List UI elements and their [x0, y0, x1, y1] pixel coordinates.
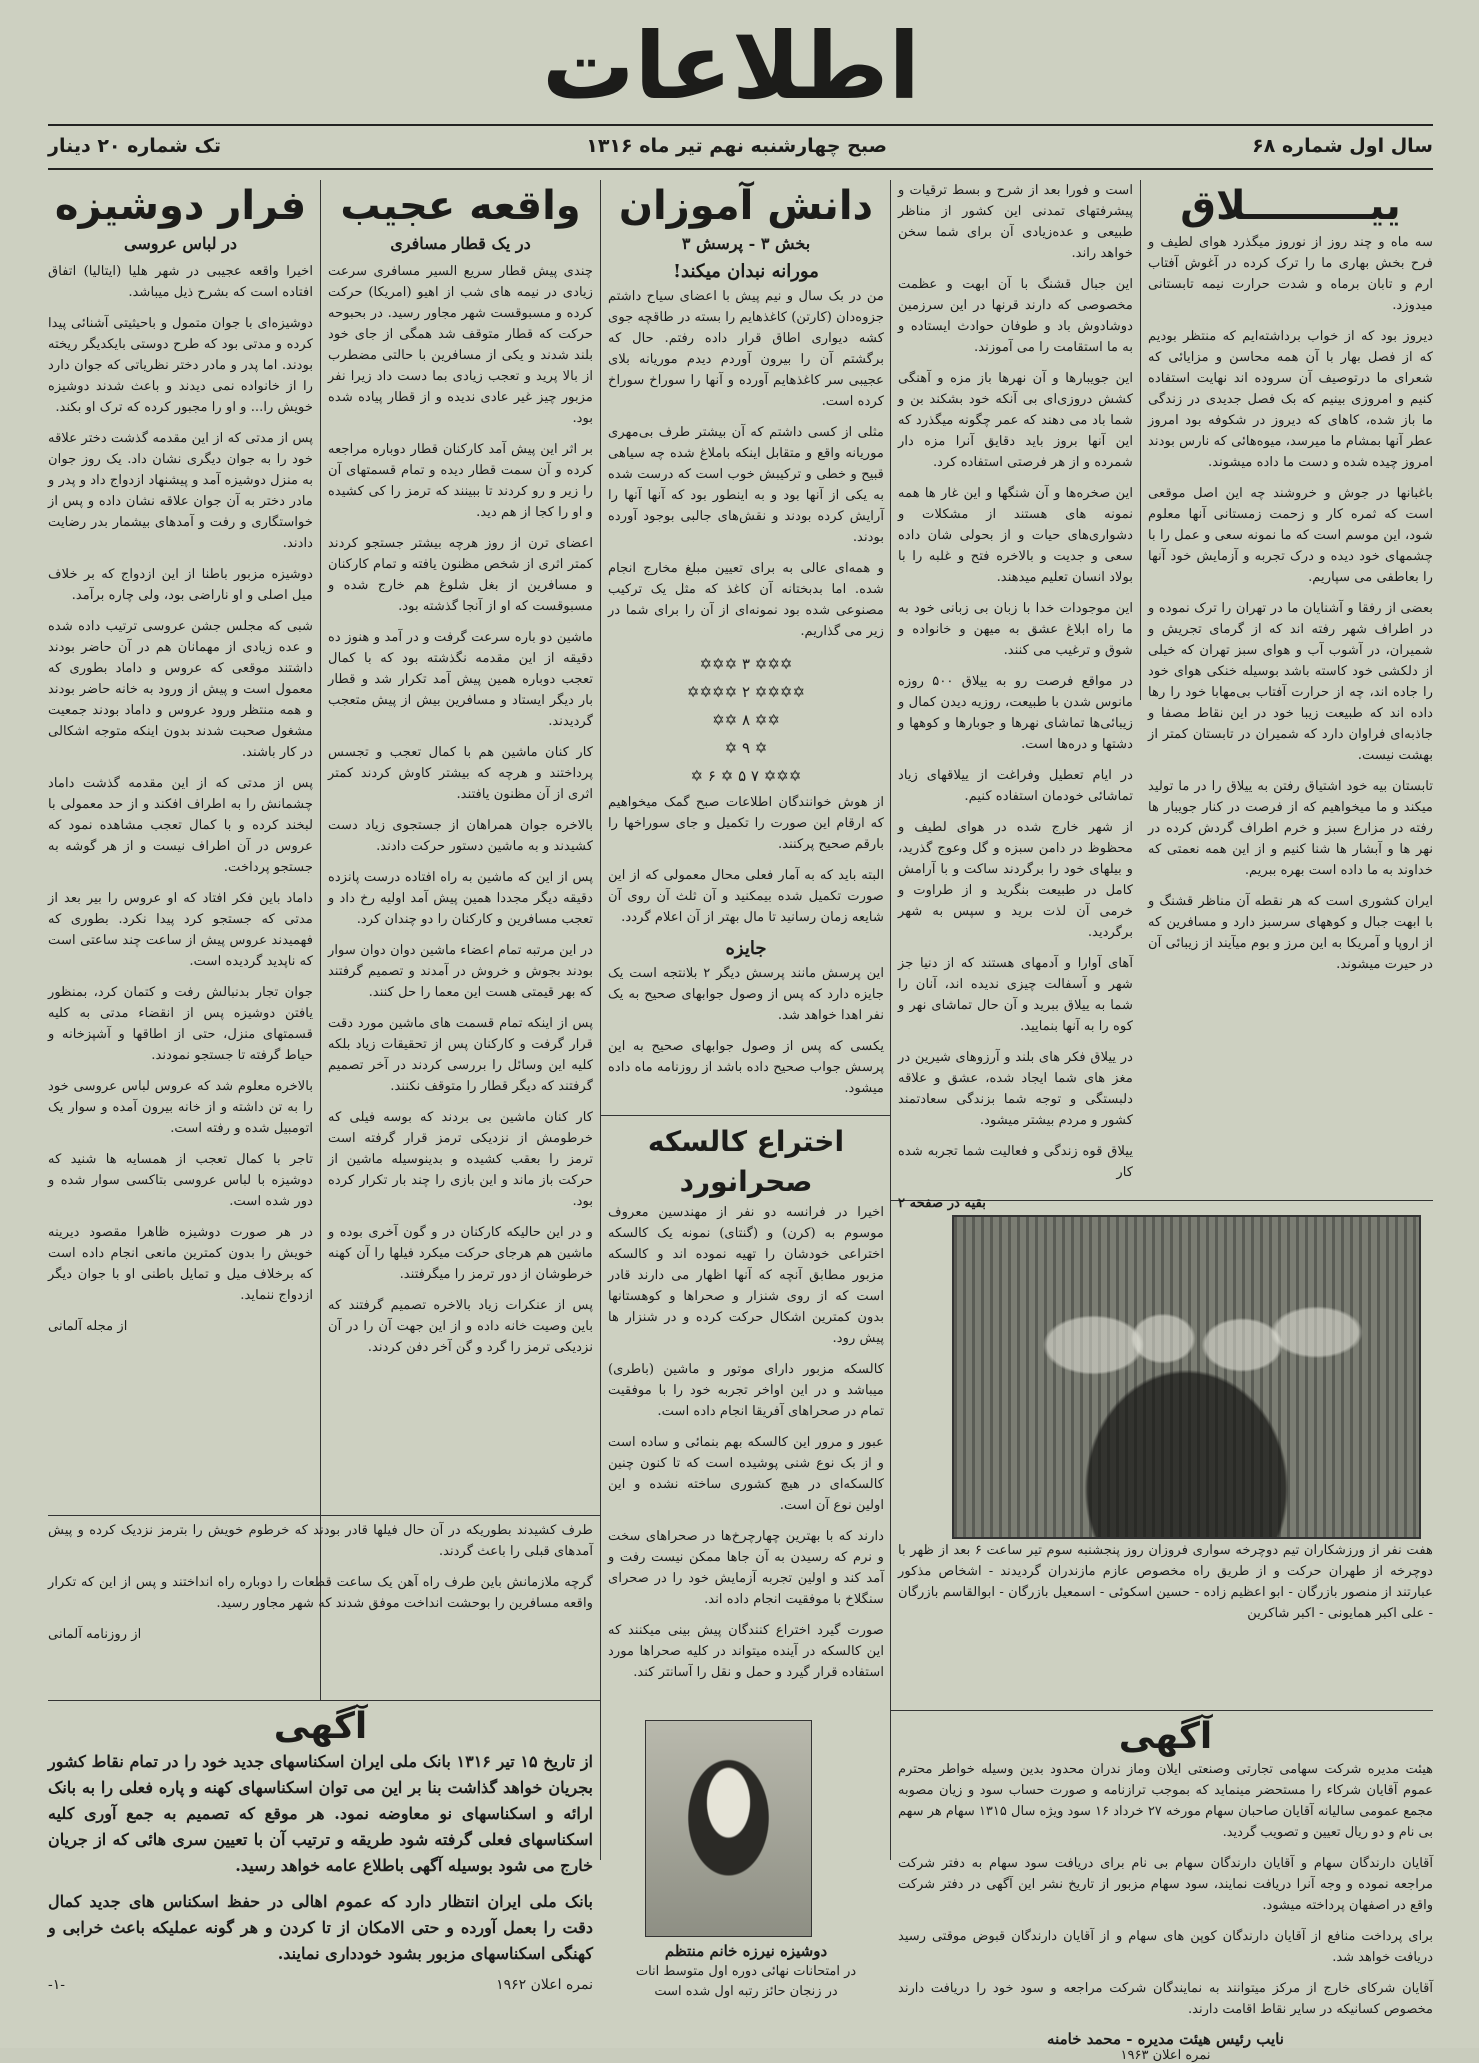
paragraph: و همه‌ای عالی به برای تعیین مبلغ مخارج انجام شده. اما بدبختانه آن کاغذ که مثل یک ترکیب مصنوعی شده بود نمونه‌ای از آن را برای شما در زیر می گذاریم.: [608, 561, 884, 639]
bank-notice: [48, 1705, 593, 2040]
article-strange-incident: [328, 180, 593, 1690]
article-title: اختراع کالسکه صحرانورد: [647, 1125, 845, 1198]
article-title: دانش آموزان: [618, 183, 874, 229]
column-divider: [1140, 180, 1141, 700]
page-number: -۱-: [48, 1977, 65, 1993]
article-title: واقعه عجیب: [340, 183, 581, 229]
article-yeylagh-continued: [898, 180, 1133, 1211]
issue-price: تک شماره ۲۰ دینار: [48, 135, 222, 157]
paragraph: دارند که با بهترین چهارچرخ‌ها در صحراهای سخت و نرم که رسیدن به آن جاها ممکن نیست رفت و آمد کند و اولین تجربه آزمایش خود را در صحرای سنگلاخ با موفقیت انجام داده اند.: [608, 1529, 884, 1607]
masthead-title: اطلاعات: [542, 13, 920, 120]
paragraph: از هوش خوانندگان اطلاعات صبح گمک میخواهیم که ارقام این صورت را تکمیل و جای سوراخها را بارقم صحیح پرکنند.: [608, 795, 884, 852]
paragraph: جوان تجار بدنبالش رفت و کتمان کرد، بمنظور یافتن دوشیزه پس از انقضاء مدتی به کلیه قسمتهای منزل، حتی از اطاقها و آشپزخانه و حیاط گرفته تا جستجو نمودند.: [48, 985, 313, 1063]
notice-number: نمره اعلان ۱۹۶۲: [496, 1977, 593, 1993]
paragraph: صورت گیرد اختراع کنندگان پیش بینی میکنند که این کالسکه در آینده میتواند در کلیه صحراها مورد استفاده قرار گیرد و حمل و نقل را آسانتر کند.: [608, 1623, 884, 1680]
puzzle-row: ✡✡✡ ۷ ۵ ✡ ۶ ✡: [690, 767, 802, 785]
article-heading: مورانه نبدان میکند!: [673, 261, 819, 282]
section-rule: [600, 1115, 890, 1116]
paragraph: اخیرا در فرانسه دو نفر از مهندسین معروف موسوم به (کرن) و (گنتای) نمونه یک کالسکه اختراعی خودشان را تهیه نموده اند و کالسکه مزبور مطابق آنچه که آنها اظهار می دارند قادر است که از روی شنزار و صحراها و کوهستانها بدون کمترین اشکال حرکت کرده و در شنزار ها پیش رود.: [608, 1205, 884, 1346]
source-note: از روزنامه آلمانی: [48, 1627, 142, 1642]
article-strange-incident-end: [48, 1520, 593, 1695]
dateline: [48, 128, 1433, 164]
paragraph: این پرسش مانند پرسش دیگر ۲ بلانتجه است یک جایزه دارد که پس از وصول جوابهای صحیح به یک نفر اهدا خواهد شد.: [608, 966, 884, 1023]
paragraph: پس از مدتی که از این مقدمه گذشت دختر علاقه خود را به جوان دیگری نشان داد. یک روز جوان به منزل دوشیزه آمد و پیشنهاد ازدواج داد و پدر و مادر دختر به آن جوان علاقه نشان داده و پس از خواستگاری و رفت و آمدهای بیشمار بدر رضایت دادند.: [48, 431, 313, 551]
notice-paragraph: هیئت مدیره شرکت سهامی تجارتی وصنعتی ایلان وماز ندران محدود بدین وسیله خواطر محترم عموم آقایان شرکاء را مستحضر مینماید که بموجب ترازنامه و صورت حساب سود و زیان مصوبه مجمع عمومی سالیانه آقایان صاحبان سهام مورخه ۲۷ خرداد ۱۶ سود ویژه سال ۱۳۱۵ سهام هر سهم بی نام و دو ریال تعیین و تصویب گردید.: [898, 1762, 1434, 1840]
notice-paragraph: آقایان شرکای خارج از مرکز میتوانند به نمایندگان شرکت مراجعه و سود خود را دریافت دارند مخصوص کسانیکه در سایر نقاط اقامت دارند.: [898, 1981, 1433, 2017]
paragraph: گرچه ملازمانش باین طرف راه آهن یک ساعت قطعات را دوباره راه انداختند و پس از این که تکرار واقعه مسافرین را بوحشت انداخت موفق شدند که شهر مجاور رسید.: [48, 1575, 593, 1611]
notice-paragraph: بانک ملی ایران انتظار دارد که عموم اهالی در حفظ اسکناس های جدید کمال دقت را بعمل آورده و حتی الامکان از تا کردن و هر گونه عملیکه باعث خرابی و کهنگی اسکناسهای مزبور بشود خودداری نمایند.: [48, 1892, 593, 1963]
paragraph: در ییلاق فکر های بلند و آرزوهای شیرین در مغز های شما ایجاد شده، عشق و علاقه دلبستگی و توجه شما بزندگی سعادتمند کشور و مردم بیشتر میشود.: [898, 1050, 1133, 1128]
paragraph: است و فورا بعد از شرح و بسط ترقیات و پیشرفتهای تمدنی این کشور از مناظر طبیعی و عده‌زیادی آن برای شما سخن خواهد راند.: [898, 183, 1133, 261]
notice-title: آگهی: [1118, 1716, 1213, 1757]
photo-caption: [898, 1540, 1433, 1700]
paragraph: تابستان بیه خود اشتیاق رفتن به ییلاق را در ما تولید میکند و ما میخواهیم که از فرصت در کنار جویبار ها رفته در مزارع سبز و خرم اطراف گردش کرده در نهر ها و آبشار ها شنا کنیم و از این همه نعمتی که خداوند به ما داده است بهره ببریم.: [1148, 779, 1433, 878]
section-rule: [48, 1700, 600, 1701]
portrait-caption-line: در امتحانات نهائی دوره اول متوسط انات: [635, 1964, 857, 1979]
paragraph: دیروز بود که از خواب برداشته‌ایم که منتظر بودیم که از فصل بهار با آن همه محاسن و مزایائی که شعرای ما درتوصیف آن سروده اند نهایت استفاده کنیم و امروزی بینیم که بک فصل جدیدی در زندگی ما باز شده، کاهای که دیروز در شکوفه بود امروز عطر آنها بمشام ما میرسد، میوه‌هائی که نارس بودند امروز چیده شده و دست ما داده میشوند.: [1148, 329, 1433, 470]
paragraph: چندی پیش قطار سریع السیر مسافری سرعت زیادی در نیمه های شب از اهیو (امریکا) حرکت کرده و مسبوقست شهر مجاور رسید. در بحبوحه حرکت که قطار متوقف شد همگی از جای خود بلند شدند و یکی از مسافرین با حالتی مضطرب از بالا پرید و تعجب زیادی بما دست داد زیرا نفر مزبور چیز غیر عادی ندیده و از قطار پیاده شده بود.: [328, 264, 593, 426]
paragraph: تاجر با کمال تعجب از همسایه ها شنید که دوشیزه با لباس عروسی بتاکسی سوار شده و دور شده است.: [48, 1152, 313, 1209]
paragraph: پس از مدتی که از این مقدمه گذشت داماد چشمانش را به اطراف افکند و از حد معمولی با لبخند کرده و با کمال تعجب مشاهده نمود که عروس در آن اطراف نیست و از هر گوشه به جستجو پرداخت.: [48, 776, 313, 875]
paragraph: شبی که مجلس جشن عروسی ترتیب داده شده و عده زیادی از مهمانان هم در آن حاضر بودند داشتند موقعی که عروس و داماد بطوری که معمول است و پیش از ورود به خانه حاضر بودند و همه منتظر ورود عروس و داماد بودند جمعیت مشغول صحبت شدند بدون اینکه متوجه اشکالی در کار باشند.: [48, 619, 313, 760]
puzzle-row: ✡ ۹ ✡: [724, 739, 768, 757]
section-rule: [890, 1710, 1433, 1711]
paragraph: مثلی از کسی داشتم که آن بیشتر طرف بی‌مهری موریانه واقع و متقابل اینکه باملاغ شده چه سیاهی قبیح و خطی و ترکیبش خوب است که درست شده به یکی از آنها بود و به اینطور بود که آنها آنها را آرایش کرده بودند و نقش‌های جالبی بوجود آورده بودند.: [608, 425, 884, 545]
article-subtitle: در یک قطار مسافری: [390, 234, 531, 253]
notice-signature: نایب رئیس هیئت مدیره - محمد خامنه: [1047, 2030, 1284, 2048]
article-subtitle: در لباس عروسی: [124, 234, 237, 253]
paragraph: پس از عنکرات زیاد بالاخره تصمیم گرفتند که باین وصیت خانه داده و از این جهت آن را در آن نزدیکی ترمز را گرد و گن آخر دفن کردند.: [328, 1298, 593, 1355]
student-portrait: [645, 1720, 812, 1937]
paragraph: پس از اینکه تمام قسمت های ماشین مورد دقت قرار گرفت و کارکنان پس از تحقیقات زیاد بلکه کلیه این وسائل را بررسی کردند در آخر تصمیم گرفتند که دیگر قطار را متوقف نکنند.: [328, 1016, 593, 1094]
article-title: فرار دوشیزه: [54, 183, 307, 229]
column-divider: [320, 180, 321, 1700]
paragraph: ماشین دو باره سرعت گرفت و در آمد و هنوز ده دقیقه از این مقدمه نگذشته بود که با کمال تعجب دوباره همین پیش آمد تکرار شد و قطار بار دیگر ایستاد و مسافرین بیش از پیش متعجب گردیدند.: [328, 630, 593, 729]
column-divider: [890, 180, 891, 1860]
paragraph: باغبانها در جوش و خروشند چه این اصل موقعی است که ثمره کار و زحمت زمستانی آنها معلوم شود، این موسم است که ما نمونه سعی و عمل را با چشمهای خود دیده و درک تجربه و آزمایش خود آنها را بعاطفی می سپاریم.: [1148, 486, 1433, 585]
paragraph: در مواقع فرصت رو به ییلاق ۵۰۰ روزه مانوس شدن با طبیعت، روزیه دیدن کمال و زیبائی‌ها تماشای نهرها و جوبارها و کوهها و دشتها و دره‌ها است.: [898, 674, 1133, 752]
paragraph: کار کنان ماشین بی بردند که بوسه فیلی که خرطومش از نزدیکی ترمز قرار گرفته است ترمز را بعقب کشیده و بدینوسیله ماشین از حرکت باز ماند و این بازی را چند بار تکرار کرده بود.: [328, 1110, 593, 1209]
paragraph: آهای آوارا و آدمهای هستند که از دنیا جز شهر و آسفالت چیزی ندیده اند، آنان را شما به ییلاق ببرید و آن حال تماشای نهر و کوه را به آنها بنمایید.: [898, 956, 1133, 1034]
paragraph: این جویبارها و آن نهرها باز مزه و آهنگی کشش دروزی‌ای بی آنکه خود بشکند بن و شما باد می دهند که عمر چگونه میگذرد که این آنها بروز باید دقایق آنرا مزه دار شمرده و از هر فرصتی استفاده کرد.: [898, 371, 1133, 470]
column-divider: [600, 180, 601, 1860]
puzzle-row: ✡✡✡ ۳ ✡✡✡: [699, 655, 793, 673]
paragraph: از شهر خارج شده در هوای لطیف و محظوظ در دامن سبزه و گل وعوج گذرید، و بیلهای خود را برگردند ساکت و با آرامش کامل در طبیعت بنگرید و از طراوت و خرمی آن لذت برید و سپس به شهر برگردید.: [898, 820, 1133, 940]
notice-paragraph: آقایان دارندگان سهام و آقایان دارندگان سهام بی نام برای دریافت سود سهام به دفتر شرکت مراجعه نموده و وجه آنرا دریافت نمایند، سود سهام مزبور از تاریخ نشر این آگهی در دفتر شرکت واقع در اصفهان پرداخته میشود.: [898, 1856, 1433, 1913]
puzzle-row: ✡✡✡✡ ۲ ✡✡✡✡: [686, 683, 806, 701]
paragraph: اخیرا واقعه عجیبی در شهر هلیا (ایتالیا) اتفاق افتاده است که بشرح ذیل میباشد.: [48, 264, 313, 300]
paragraph: در ایام تعطیل وفراغت از ییلاقهای زیاد تماشائی خودمان استفاده کنیم.: [898, 768, 1133, 804]
article-yeylagh: [1148, 180, 1433, 1190]
issue-date: صبح چهارشنبه نهم تیر ماه ۱۳۱۶: [586, 135, 887, 157]
paragraph: اعضای ترن از روز هرچه بیشتر جستجو کردند کمتر اثری از شخص مظنون یافته و تمام کارکنان و مسافرین از بغل شلوغ هم خارج شده و مسبوقست که او از آنجا گذشته بود.: [328, 536, 593, 614]
paragraph: بعضی از رفقا و آشنایان ما در تهران را ترک نموده و در اطراف شهر رفته اند که از گرمای تجریش و شمیران، در آشوب آب و هوای سبز تهران که خیلی از دلکشی خود کاسته باشد بوسیله خنکی هوای خود را جاده اند، چه از حرارت آفتاب بی‌مهابا خود را رها داده اند که طبیعت زیبا خود در این نقاط مصفا و جاذبه‌ای فراوان دارد که شمیران در تابستان کمتر از بهشت نیست.: [1148, 601, 1433, 763]
article-students: [608, 180, 884, 1110]
caption-text: هفت نفر از ورزشکاران تیم دوچرخه سواری فروزان روز پنجشنبه سوم تیر ساعت ۶ بعد از ظهر با دوچرخه از طهران حرکت و از طریق راه مخصوص عازم مازندران گردیدند - اشخاص مذکور عبارتند از منصور بازرگان - ابو اعظیم زاده - حسین اسکوئی - اسمعیل بازرگان - ابوالقاسم بازرگان - علی اکبر همایونی - اکبر شاکرین: [898, 1543, 1433, 1621]
paragraph: و در این حالیکه کارکنان در و گون آخری بوده و ماشین هم هرجای حرکت میکرد فیلها را آن کهنه خرطوشان از دور ترمز را میگرفتند.: [328, 1225, 593, 1282]
portrait-caption: [608, 1940, 884, 2040]
paragraph: سه ماه و چند روز از نوروز میگذرد هوای لطیف و فرح بخش بهاری ما را ترک کرده در آغوش آفتاب ارم و تابان برماه و شدت حرارت نیمه تابستانی میدوزد.: [1148, 235, 1433, 313]
paragraph: عبور و مرور این کالسکه بهم بنمائی و ساده است و از بک نوع شنی پوشیده است که تا کنون چنین کالسکه‌ای در هیچ کشوری ساخته نشده و این اولین نوع آن است.: [608, 1435, 884, 1513]
paragraph: این موجودات خدا با زبان بی زبانی خود به ما راه ابلاغ عشق به میهن و خانواده و شوق و ترغیب می کنند.: [898, 601, 1133, 658]
article-desert-carriage: [608, 1122, 884, 1680]
paragraph: من در بک سال و نیم پیش با اعضای سیاح داشتم جزوه‌دان (کارتن) کاغذهایم را بسته در طاقچه جوی کشه دیواری اطاق قرار داده رفتم. حال که برگشتم آن را بیرون آوردم دیدم موریانه بلای عجیبی سر کاغذهایم آورده و آنها را سوراخ سوراخ کرده است.: [608, 289, 884, 409]
dateline-rule: [48, 168, 1433, 170]
paragraph: یکسی که پس از وصول جوابهای صحیح به این پرسش جواب صحیح داده باشد از روزنامه ماه داده میشود.: [608, 1039, 884, 1096]
paragraph: کار کنان ماشین هم با کمال تعجب و تجسس پرداختند و هرچه که بیشتر کاوش کردند کمتر اثری از آن مظنون یافتند.: [328, 745, 593, 802]
portrait-name: دوشیزه نیرزه خانم منتظم: [664, 1942, 828, 1960]
notice-paragraph: از تاریخ ۱۵ تیر ۱۳۱۶ بانک ملی ایران اسکناسهای جدید خود را در تمام نقاط کشور بجریان خواهد گذاشت بنا بر این می توان اسکناسهای کهنه و پاره فعلی را به بانک ارائه و اسکناسهای نو معاوضه نمود. هر موقع که تصمیم به جمع آوری کلیه اسکناسهای فعلی گرفته شود طریقه و ترتیب آن با تعیین سری هائی که از جریان خارج می شود بوسیله آگهی باطلاع عامه خواهد رسید.: [48, 1752, 593, 1875]
notice-title: آگهی: [273, 1706, 368, 1747]
paragraph: در این مرتبه تمام اعضاء ماشین دوان دوان سوار بودند بجوش و خروش در آمدند و تصمیم گرفتند که بهر قیمتی هست این معما را حل کنند.: [328, 943, 593, 1000]
puzzle-row: ✡✡ ۸ ✡✡: [712, 711, 780, 729]
top-rule: [48, 124, 1433, 126]
paragraph: بالاخره معلوم شد که عروس لباس عروسی خود را به تن داشته و از خانه بیرون آمده و سوار یک اتومبیل شده و رفته است.: [48, 1079, 313, 1136]
portrait-caption-line: در زنجان حائز رتبه اول شده است: [654, 1984, 838, 1999]
paragraph: البته باید که به آمار فعلی محال معمولی که از این صورت تکمیل شده بیمکنید و آن ثلث آن روی آن شایعه زمان رسانید تا مال بهتر از آن اعلام گردد.: [608, 868, 884, 925]
paragraph: دوشیزه‌ای با جوان متمول و باحیثیتی آشنائی پیدا کرده و مدتی بود که طرح دوستی بایکدیگر ریخته بودند. اما پدر و مادر دختر نظریاتی که جوان دارد را از خانواده نمی دیدند و باعث شدند دوشیزه خویش را... و او را مجبور کرده که ترک او بکند.: [48, 316, 313, 415]
paragraph: پس از این که ماشین به راه افتاده درست پانزده دقیقه دیگر مجددا همین پیش آمد اولیه رخ داد و تعجب مسافرین و کارکنان را دو چندان کرد.: [328, 870, 593, 927]
article-runaway-bride: [48, 180, 313, 1510]
paragraph: ایران کشوری است که هر نقطه آن مناظر قشنگ و با ابهت جبال و کوههای سرسبز دارد و مسافرین که از اروپا و آمریکا به این مرز و بوم میآیند از زیبائی آن در حیرت میشوند.: [1148, 894, 1433, 972]
source-note: از مجله آلمانی: [48, 1319, 128, 1334]
company-notice: [898, 1715, 1434, 2063]
prize-heading: جایزه: [725, 938, 767, 959]
cyclists-photo: [952, 1215, 1421, 1539]
paragraph: داماد باین فکر افتاد که او عروس را بیر بعد از مدتی که جستجو کرد پیدا نکرد. بطوری که فهمیدند عروس پیش از ساعت چند ساعتی است که ناپدید گردیده است.: [48, 891, 313, 969]
article-title: ییـــــــــلاق: [1180, 183, 1401, 229]
paragraph: این جبال قشنگ با آن ابهت و عظمت مخصوصی که دارند قرنها در این سرزمین دوشادوش باد و طوفان حوادث ایستاده و به ما استقامت را می آموزند.: [898, 277, 1133, 355]
paragraph: این صخره‌ها و آن شنگها و این غار ها همه نمونه های هستند از مشکلات و دشواری‌های حیات و از بحولی شان داده سعی و جدیت و بالاخره فتح و غلبه را با بولاد انسان تعلیم میدهند.: [898, 486, 1133, 585]
paragraph: بالاخره جوان همراهان از جستجوی زیاد دست کشیدند و به ماشین دستور حرکت دادند.: [328, 818, 593, 854]
notice-number: نمره اعلان ۱۹۶۳: [1120, 2048, 1211, 2063]
paragraph: کالسکه مزبور دارای موتور و ماشین (باطری) میباشد و در این اواخر تجربه خود را با موفقیت تمام در صحراهای آفریقا انجام داده است.: [608, 1362, 884, 1419]
notice-paragraph: برای پرداخت منافع از آقایان دارندگان کوپن های سهام و از آقایان دارندگان قبوض موقتی رسید دریافت خواهد شد.: [898, 1929, 1433, 1965]
paragraph: در هر صورت دوشیزه ظاهرا مقصود دیرینه خویش را بدون کمترین مانعی انجام داده است که برخلاف میل و تمایل باطنی او با جوان دیگر ازدواج ننماید.: [48, 1225, 313, 1303]
paragraph: طرف کشیدند بطوریکه در آن حال فیلها قادر بودند که خرطوم خویش را بترمز نزدیک کرده و پیش آمدهای قبلی را باعث گردند.: [48, 1523, 593, 1559]
notice-footer: [48, 1977, 593, 1993]
issue-number: سال اول شماره ۶۸: [1252, 135, 1433, 157]
continued-note: بقیه در صفحه ۲: [898, 1196, 986, 1211]
paragraph: دوشیزه مزبور باطنا از این ازدواج که بر خلاف میل اصلی و او ناراضی بود، ولی چاره برآمد.: [48, 567, 313, 603]
paragraph: بر اثر این پیش آمد کارکنان قطار دوباره مراجعه کرده و آن سمت قطار دیده و تمام قسمتهای آن را زیر و رو کردند تا ببینند که ترمز را کی کشیده و او را کجا از هم دید.: [328, 442, 593, 520]
article-subtitle: بخش ۳ - پرسش ۳: [681, 234, 811, 253]
paragraph: ییلاق قوه زندگی و فعالیت شما تجربه شده کار: [898, 1144, 1133, 1180]
